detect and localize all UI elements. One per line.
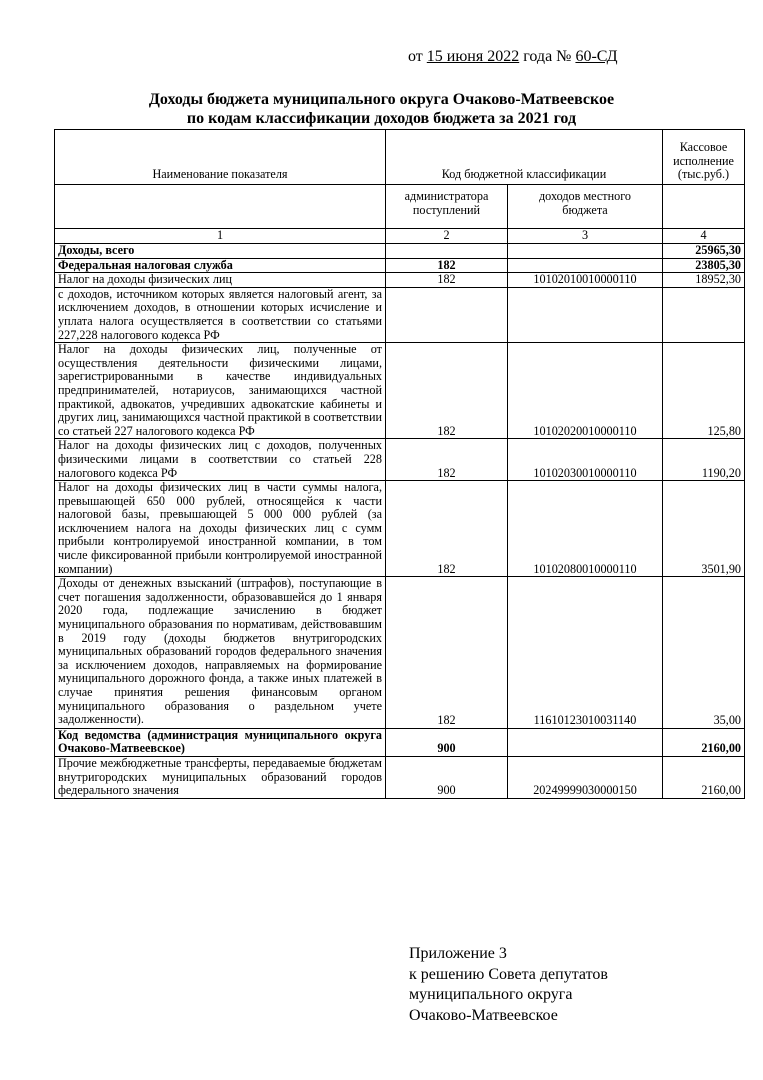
table-row: Налог на доходы физических лиц, полученные от осуществления деятельности физическими лицами, зарегистрированными в качестве индивидуальных предпринимателей, нотариусов, занимающихся частной практикой, адвокатов, учредивших адвокатские кабинеты и других лиц, занимающихся частной практикой в соответствии со статьей 227 налогового кодекса РФ 182 10102020010000110 125,80	[55, 343, 745, 439]
header-local-code: доходов местного бюджета	[508, 185, 663, 229]
revenue-table	[54, 129, 745, 799]
table-row: Федеральная налоговая служба 182 23805,30	[55, 258, 745, 273]
table-row: Налог на доходы физических лиц с доходов, полученных физическими лицами в соответствии со статьей 228 налогового кодекса РФ 182 10102030010000110 1190,20	[55, 439, 745, 481]
table-row: Налог на доходы физических лиц в части суммы налога, превышающей 650 000 рублей, относящейся к части налоговой базы, превышающей 5 000 000 рублей (за исключением налога на доходы физических лиц с сумм прибыли контролируемой иностранной компании, в том числе фиксированной прибыли контролируемой иностранной компании) 182 10102080010000110 3501,90	[55, 481, 745, 577]
table-row: Код ведомства (администрация муниципального округа Очаково-Матвеевское) 900 2160,00	[55, 728, 745, 756]
decision-date-line: от 15 июня 2022 года № 60-СД	[408, 48, 618, 65]
table-row: Прочие межбюджетные трансферты, передаваемые бюджетам внутригородских муниципальных образований городов федерального значения 900 20249999030000150 2160,00	[55, 756, 745, 798]
header-admin: администратора поступлений	[386, 185, 508, 229]
table-subheader-row	[55, 185, 745, 229]
decision-date: 15 июня 2022	[426, 48, 520, 65]
annex-note: Приложение 3 к решению Совета депутатов муниципального округа Очаково-Матвеевское	[409, 945, 608, 1024]
document-title: Доходы бюджета муниципального округа Очаково-Матвеевское по кодам классификации доходов бюджета за 2021 год	[148, 91, 615, 127]
header-code: Код бюджетной классификации	[386, 130, 663, 185]
column-number-row: 1 2 3 4	[55, 229, 745, 244]
table-header-row	[55, 130, 745, 185]
table-row: Доходы, всего 25965,30	[55, 244, 745, 259]
table-row: Налог на доходы физических лиц 182 10102010010000110 18952,30	[55, 273, 745, 288]
table-row: Доходы от денежных взысканий (штрафов), поступающие в счет погашения задолженности, образовавшейся до 1 января 2020 года, подлежащие зачислению в бюджет муниципального образования по нормативам, действовавшим в 2019 году (доходы бюджетов внутригородских муниципальных образований городов федерального значения за исключением доходов, направляемых на формирование муниципального дорожного фонда, а также иных платежей в случае принятия решения финансовым органом муниципального образования о раздельном учете задолженности). 182 11610123010031140 35,00	[55, 577, 745, 729]
header-amount: Кассовое исполнение (тыс.руб.)	[663, 130, 745, 185]
header-name: Наименование показателя	[55, 130, 386, 185]
table-row: с доходов, источником которых является налоговый агент, за исключением доходов, в отношении которых исчисление и уплата налога осуществляется в соответствии со статьями 227,228 налогового кодекса РФ	[55, 287, 745, 342]
decision-number: 60-СД	[575, 48, 618, 65]
